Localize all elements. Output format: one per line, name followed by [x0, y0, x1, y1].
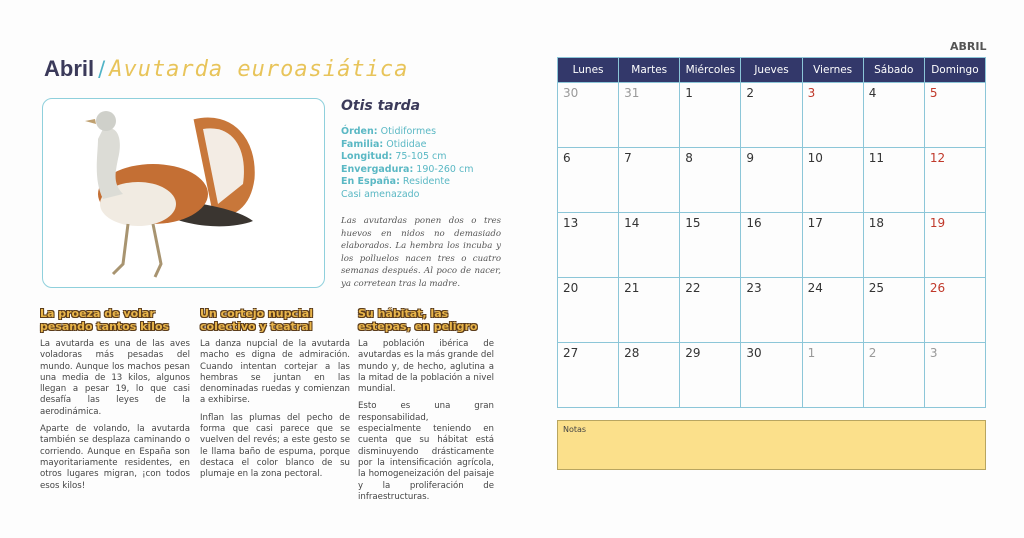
calendar-day[interactable]: 12	[924, 148, 985, 213]
calendar-week	[558, 83, 986, 148]
calendar-day[interactable]: 24	[802, 278, 863, 343]
calendar-day[interactable]: 20	[558, 278, 619, 343]
species-info	[341, 98, 501, 290]
calendar-day[interactable]: 1	[680, 83, 741, 148]
calendar-day[interactable]: 13	[558, 213, 619, 278]
article-courtship	[200, 307, 350, 487]
day-header: Miércoles	[680, 58, 741, 83]
calendar-day[interactable]: 7	[619, 148, 680, 213]
day-header: Lunes	[558, 58, 619, 83]
calendar-day[interactable]: 8	[680, 148, 741, 213]
calendar-day[interactable]: 18	[863, 213, 924, 278]
calendar-week	[558, 148, 986, 213]
day-header: Domingo	[924, 58, 985, 83]
notes-box[interactable]	[557, 420, 986, 470]
calendar-day[interactable]: 3	[802, 83, 863, 148]
calendar-day[interactable]: 31	[619, 83, 680, 148]
day-header: Sábado	[863, 58, 924, 83]
calendar-day[interactable]: 4	[863, 83, 924, 148]
handwritten-note: Las avutardas ponen dos o tres huevos en nidos no demasiado elaborados. La hembra los incuba y los polluelos nacen tres o cuatro semanas después. Al poco de nacer, ya corretean tras la madre.	[341, 216, 501, 289]
day-header: Jueves	[741, 58, 802, 83]
article-paragraph: Aparte de volando, la avutarda también se desplaza caminando o corriendo. Aunque en España son mayoritariamente residentes, en otros lugares migran, ¡con todos esos kilos!	[40, 424, 190, 491]
article-title: La proeza de volar pesando tantos kilos	[40, 307, 170, 333]
page-title	[44, 56, 408, 82]
day-header: Martes	[619, 58, 680, 83]
calendar-day[interactable]: 14	[619, 213, 680, 278]
calendar-day[interactable]: 16	[741, 213, 802, 278]
calendar-day[interactable]: 1	[802, 343, 863, 408]
calendar-day[interactable]: 22	[680, 278, 741, 343]
bird-illustration	[42, 98, 325, 288]
fact-length: Longitud: 75-105 cm	[341, 151, 447, 162]
calendar-month: ABRIL	[950, 40, 987, 53]
article-title: Un cortejo nupcial colectivo y teatral	[200, 307, 313, 333]
article-paragraph: La danza nupcial de la avutarda macho es digna de admiración. Cuando intentan cortejar a las hembras se juntan en las denominadas ruedas y comienzan a exhibirse.	[200, 339, 350, 406]
species-facts	[341, 126, 501, 201]
calendar-day[interactable]: 28	[619, 343, 680, 408]
calendar-day[interactable]: 5	[924, 83, 985, 148]
conservation-status: Casi amenazado	[341, 188, 420, 200]
article-paragraph: La población ibérica de avutardas es la más grande del mundo y, de hecho, aglutina a la mitad de la población a nivel mundial.	[358, 339, 494, 395]
article-paragraph: La avutarda es una de las aves voladoras más pesadas del mundo. Aunque los machos pesan una media de 13 kilos, algunos llegan a pesar 19, lo que casi desafía las leyes de la aerodinámica.	[40, 339, 190, 417]
calendar-day[interactable]: 17	[802, 213, 863, 278]
calendar-day[interactable]: 11	[863, 148, 924, 213]
calendar-day[interactable]: 9	[741, 148, 802, 213]
bird-name: Avutarda euroasiática	[109, 57, 409, 82]
calendar-day[interactable]: 27	[558, 343, 619, 408]
calendar-week	[558, 213, 986, 278]
calendar-day[interactable]: 29	[680, 343, 741, 408]
fact-order: Órden: Otidiformes	[341, 126, 437, 137]
fact-wingspan: Envergadura: 190-260 cm	[341, 163, 474, 175]
calendar-day[interactable]: 15	[680, 213, 741, 278]
calendar-day[interactable]: 26	[924, 278, 985, 343]
calendar-day[interactable]: 25	[863, 278, 924, 343]
calendar-day[interactable]: 3	[924, 343, 985, 408]
article-paragraph: Esto es una gran responsabilidad, especialmente teniendo en cuenta que su hábitat está disminuyendo drásticamente por la intensificación agrícola, la homogeneización del paisaje y la proliferación de infraestructuras.	[358, 401, 494, 502]
month-title: Abril	[44, 56, 95, 81]
article-title: Su hábitat, las estepas, en peligro	[358, 307, 478, 333]
title-separator: /	[98, 57, 106, 81]
notes-label: Notas	[563, 425, 587, 434]
scientific-name: Otis tarda	[341, 98, 421, 114]
calendar-day[interactable]: 23	[741, 278, 802, 343]
calendar-day[interactable]: 2	[741, 83, 802, 148]
calendar-day[interactable]: 10	[802, 148, 863, 213]
calendar-day[interactable]: 2	[863, 343, 924, 408]
fact-spain: En España: Residente	[341, 176, 450, 187]
fact-family: Familia: Otididae	[341, 138, 427, 150]
calendar-grid	[557, 57, 986, 408]
article-paragraph: Inflan las plumas del pecho de forma que casi parece que se vuelven del revés; a este gesto se le llama baño de espuma, porque destaca el color blanco de su plumaje en la zona pectoral.	[200, 412, 350, 480]
calendar-day[interactable]: 21	[619, 278, 680, 343]
calendar-day[interactable]: 30	[741, 343, 802, 408]
calendar-day[interactable]: 30	[558, 83, 619, 148]
day-header: Viernes	[802, 58, 863, 83]
calendar-week	[558, 343, 986, 408]
calendar-day[interactable]: 6	[558, 148, 619, 213]
article-habitat	[358, 307, 494, 509]
calendar-week	[558, 278, 986, 343]
calendar-day[interactable]: 19	[924, 213, 985, 278]
article-flight	[40, 307, 190, 498]
